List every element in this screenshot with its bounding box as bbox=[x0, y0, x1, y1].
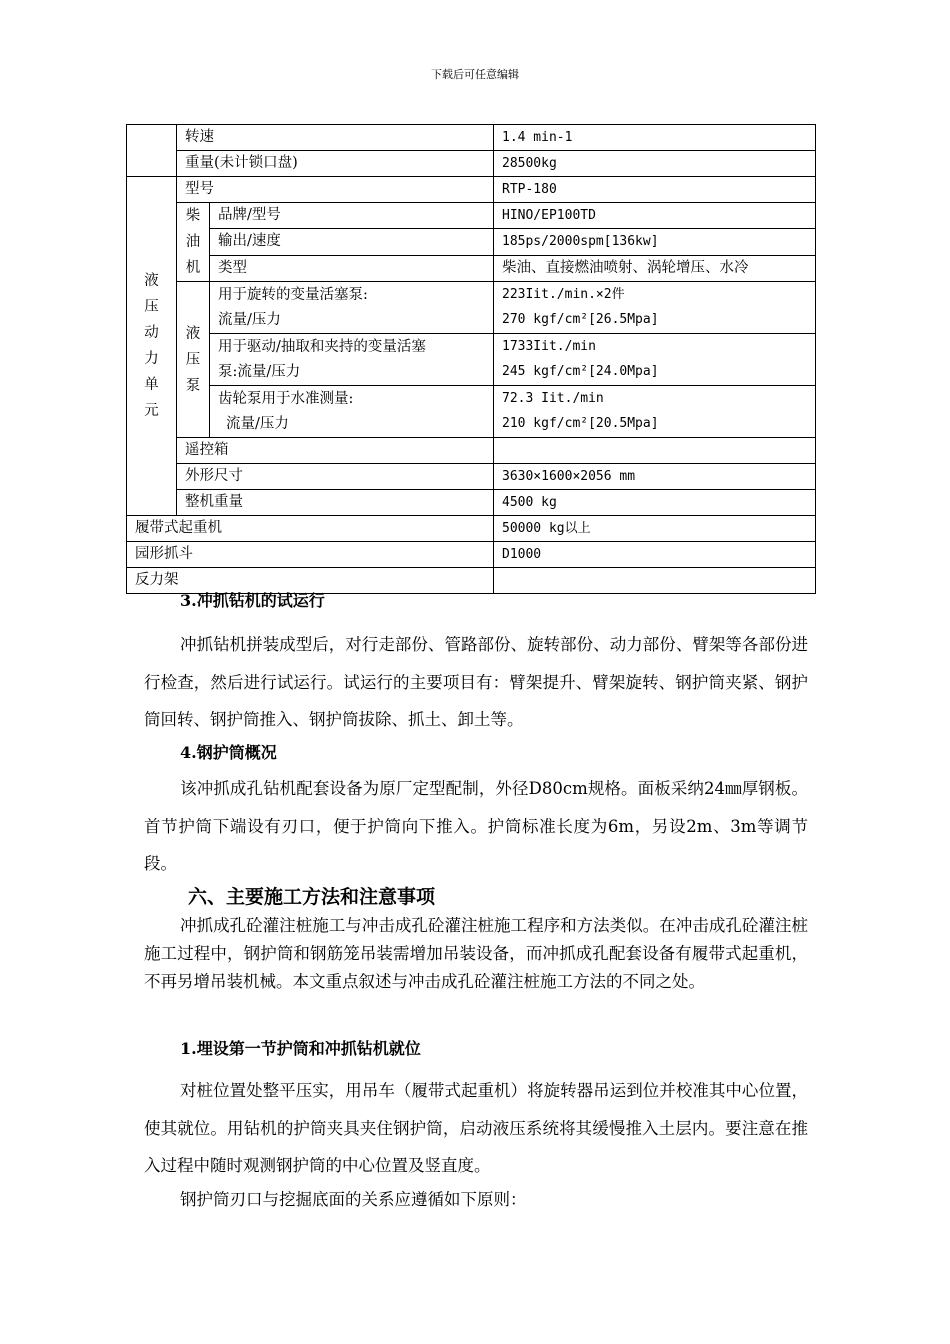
section-body-3-text: 冲抓钻机拼装成型后，对行走部份、管路部份、旋转部份、动力部份、臂架等各部份进行检查，然后进行试运行。试运行的主要项目有：臂架提升、臂架旋转、钢护筒夹紧、钢护筒回转、钢护筒推入、钢护筒拔除、抓土、卸土等。 bbox=[144, 635, 808, 729]
section-body-1-text: 对桩位置处整平压实，用吊车（履带式起重机）将旋转器吊运到位并校准其中心位置，使其就位。用钻机的护筒夹具夹住钢护筒，启动液压系统将其缓慢推入土层内。要注意在推入过程中随时观测钢护筒的中心位置及竖直度。 bbox=[144, 1081, 808, 1175]
row-label: 输出/速度 bbox=[210, 229, 494, 255]
pump-text: 液压泵 bbox=[185, 325, 201, 394]
table-row bbox=[127, 438, 816, 464]
table-row bbox=[127, 542, 816, 568]
row-label: 园形抓斗 bbox=[127, 542, 494, 568]
section-body-3 bbox=[144, 626, 808, 739]
group-hydraulic-label bbox=[127, 177, 177, 516]
row-label: 反力架 bbox=[127, 568, 494, 594]
row-label: 品牌/型号 bbox=[210, 203, 494, 229]
row-label: 类型 bbox=[210, 255, 494, 281]
row-value bbox=[494, 438, 816, 464]
table-row bbox=[127, 151, 816, 177]
section-body-1 bbox=[144, 1072, 808, 1185]
diesel-text: 柴油机 bbox=[185, 208, 201, 276]
row-label: 履带式起重机 bbox=[127, 516, 494, 542]
table-row bbox=[127, 490, 816, 516]
row-label: 整机重量 bbox=[177, 490, 494, 516]
row-value bbox=[494, 334, 816, 386]
table-row bbox=[127, 177, 816, 203]
section-heading-1: 1.埋设第一节护筒和冲抓钻机就位 bbox=[180, 1039, 421, 1058]
row-value: 柴油、直接燃油喷射、涡轮增压、水冷 bbox=[494, 255, 816, 281]
row-value: D1000 bbox=[494, 542, 816, 568]
chapter-body-6 bbox=[144, 912, 808, 996]
row-value: 50000 kg以上 bbox=[494, 516, 816, 542]
row-value: 3630×1600×2056 mm bbox=[494, 464, 816, 490]
table-row bbox=[127, 203, 816, 229]
row-value: 28500kg bbox=[494, 151, 816, 177]
row-label: 重量(未计锁口盘) bbox=[177, 151, 494, 177]
row-value: HINO/EP100TD bbox=[494, 203, 816, 229]
row-label-line: 用于旋转的变量活塞泵: bbox=[218, 287, 368, 303]
row-value bbox=[494, 386, 816, 438]
row-value: 1.4 min-1 bbox=[494, 125, 816, 151]
row-value-line: 245 kgf/cm²[24.0Mpa] bbox=[502, 363, 659, 379]
table-row bbox=[127, 255, 816, 281]
row-value-line: 270 kgf/cm²[26.5Mpa] bbox=[502, 311, 659, 327]
row-label-line: 泵:流量/压力 bbox=[218, 363, 301, 380]
table-row bbox=[127, 125, 816, 151]
row-value: RTP-180 bbox=[494, 177, 816, 203]
section-body-1b-text: 钢护筒刃口与挖掘底面的关系应遵循如下原则： bbox=[180, 1190, 527, 1209]
section-body-4-text: 该冲抓成孔钻机配套设备为原厂定型配制，外径D80cm规格。面板采纳24㎜厚钢板。首节护筒下端设有刃口，便于护筒向下推入。护筒标准长度为6m，另设2m、3m等调节段。 bbox=[144, 779, 808, 873]
row-label-line: 流量/压力 bbox=[218, 311, 281, 328]
section-heading-4: 4.钢护筒概况 bbox=[180, 743, 277, 762]
group-hydraulic-text: 液压动力单元 bbox=[144, 273, 159, 419]
row-label: 转速 bbox=[177, 125, 494, 151]
row-label: 外形尺寸 bbox=[177, 464, 494, 490]
chapter-body-6-text: 冲抓成孔砼灌注桩施工与冲击成孔砼灌注桩施工程序和方法类似。在冲击成孔砼灌注桩施工过程中，钢护筒和钢筋笼吊装需增加吊装设备，而冲抓成孔配套设备有履带式起重机，不再另增吊装机械。本文重点叙述与冲击成孔砼灌注桩施工方法的不同之处。 bbox=[144, 916, 808, 991]
chapter-heading-6: 六、主要施工方法和注意事项 bbox=[188, 886, 436, 908]
table-row bbox=[127, 464, 816, 490]
row-label: 型号 bbox=[177, 177, 494, 203]
table-row bbox=[127, 516, 816, 542]
diesel-label bbox=[177, 203, 210, 282]
row-label-line: 流量/压力 bbox=[226, 415, 289, 432]
row-value-line: 210 kgf/cm²[20.5Mpa] bbox=[502, 415, 659, 431]
row-value: 4500 kg bbox=[494, 490, 816, 516]
row-label bbox=[210, 282, 494, 334]
pump-label bbox=[177, 282, 210, 438]
page-header: 下载后可任意编辑 bbox=[431, 68, 519, 81]
row-label-line: 齿轮泵用于水准测量: bbox=[218, 391, 354, 407]
section-heading-3: 3.冲抓钻机的试运行 bbox=[180, 591, 325, 610]
row-label bbox=[210, 334, 494, 386]
section-body-1b bbox=[144, 1185, 808, 1215]
row-value-line: 223Iit./min.×2件 bbox=[502, 287, 625, 302]
spec-table bbox=[126, 124, 816, 594]
row-label-line: 用于驱动/抽取和夹持的变量活塞 bbox=[218, 339, 426, 355]
row-label: 遥控箱 bbox=[177, 438, 494, 464]
row-label bbox=[210, 386, 494, 438]
section-body-4 bbox=[144, 770, 808, 883]
table-row bbox=[127, 229, 816, 255]
row-value-line: 72.3 Iit./min bbox=[502, 391, 604, 406]
row-value: 185ps/2000spm[136kw] bbox=[494, 229, 816, 255]
row-value-line: 1733Iit./min bbox=[502, 339, 596, 354]
row-value bbox=[494, 282, 816, 334]
row-value bbox=[494, 568, 816, 594]
